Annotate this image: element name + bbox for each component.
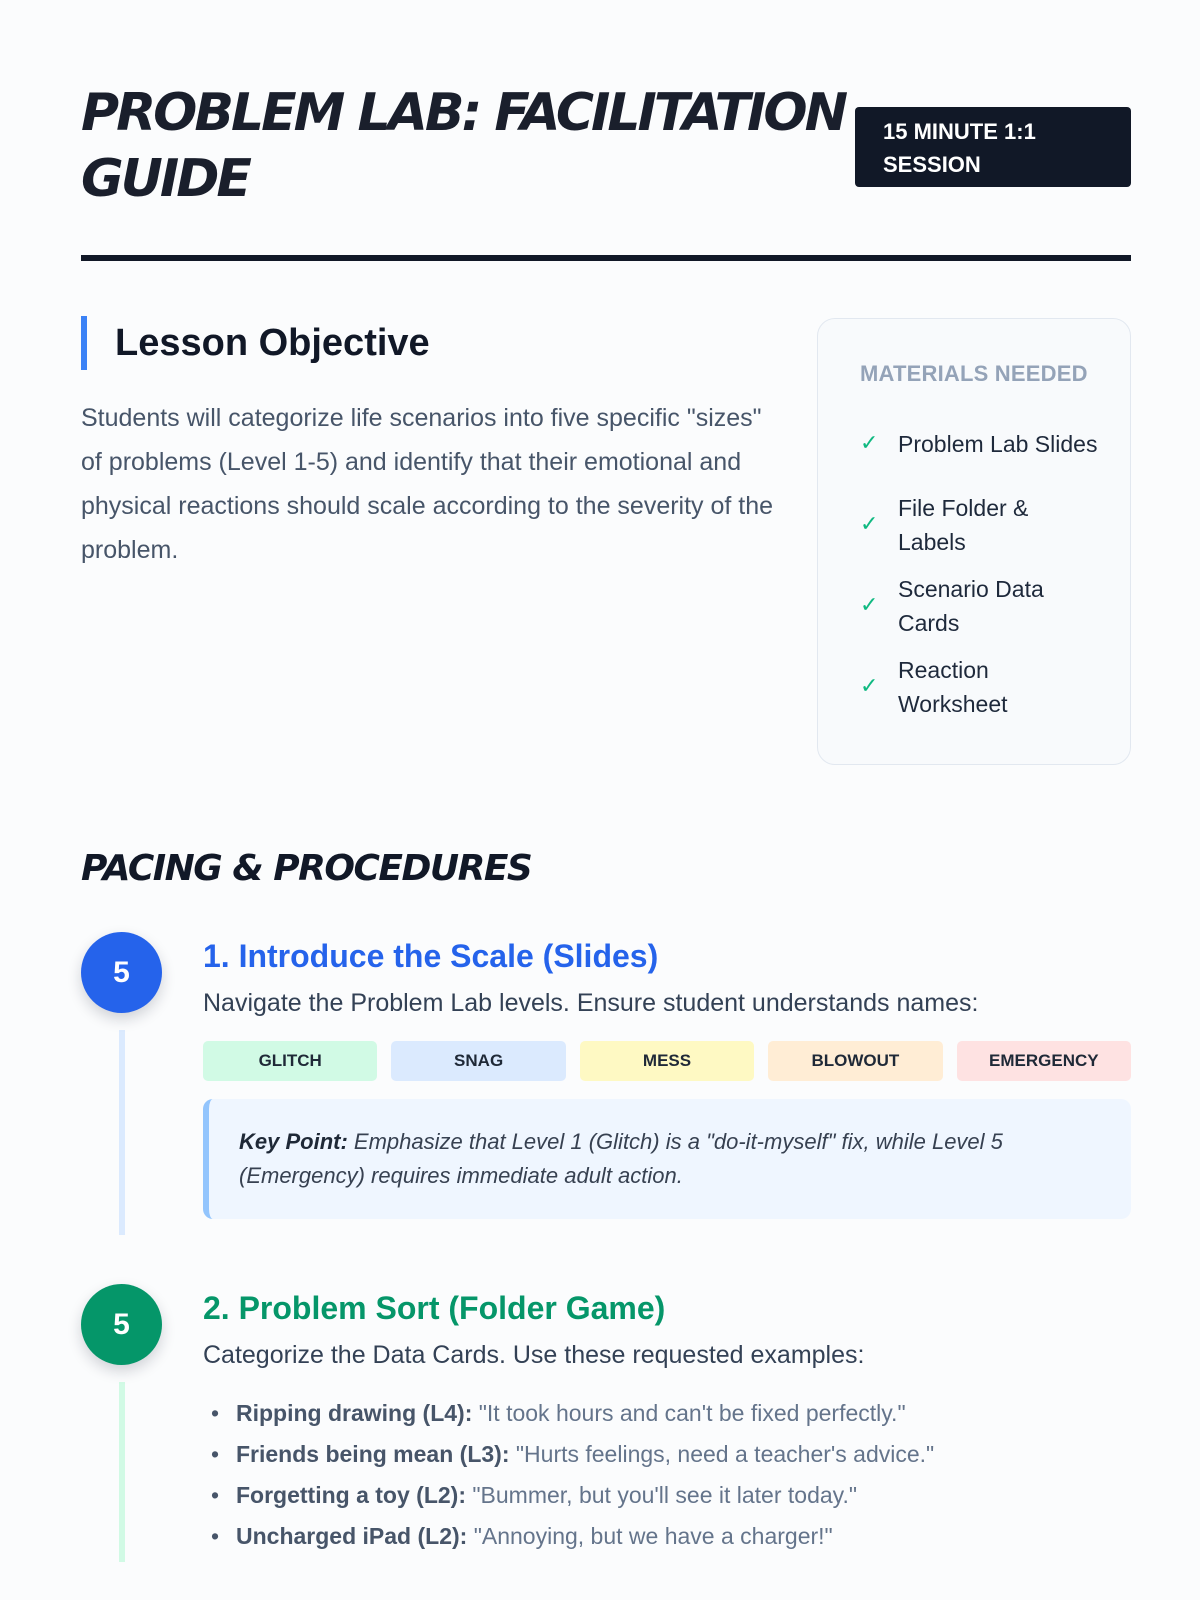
material-item xyxy=(860,484,1100,565)
list-item xyxy=(203,1434,934,1475)
step-2-text: Categorize the Data Cards. Use these requested examples: xyxy=(203,1341,865,1369)
level-chip-blowout: BLOWOUT xyxy=(768,1041,942,1081)
step-1-timeline xyxy=(119,1030,125,1235)
example-label: Friends being mean (L3): xyxy=(236,1441,510,1467)
objective-text: Students will categorize life scenarios into five specific "sizes" of problems (Level 1-5) and identify that their emotional and physical reactions should scale according to the severity of the problem. xyxy=(81,404,774,564)
material-label: Scenario Data Cards xyxy=(898,575,1044,636)
level-chip-glitch: GLITCH xyxy=(203,1041,377,1081)
example-label: Ripping drawing (L4): xyxy=(236,1400,473,1426)
list-item xyxy=(203,1475,934,1516)
material-label: Reaction Worksheet xyxy=(898,656,1008,717)
materials-card xyxy=(817,318,1131,765)
example-label: Forgetting a toy (L2): xyxy=(236,1482,466,1508)
example-quote: "It took hours and can't be fixed perfectly." xyxy=(478,1400,906,1426)
check-icon: ✓ xyxy=(860,674,879,699)
example-list xyxy=(203,1393,934,1557)
page-header xyxy=(81,80,1131,260)
step-1-text: Navigate the Problem Lab levels. Ensure student understands names: xyxy=(203,989,979,1017)
material-label: Problem Lab Slides xyxy=(898,430,1098,457)
example-quote: "Annoying, but we have a charger!" xyxy=(473,1523,833,1549)
list-item xyxy=(203,1393,934,1434)
material-label: File Folder & Labels xyxy=(898,494,1029,555)
step-1-title: 1. Introduce the Scale (Slides) xyxy=(203,938,659,974)
example-quote: "Hurts feelings, need a teacher's advice." xyxy=(515,1441,935,1467)
step-2-timeline xyxy=(119,1382,125,1562)
level-chip-emergency: EMERGENCY xyxy=(957,1041,1131,1081)
step-2 xyxy=(81,1284,1131,1574)
list-item xyxy=(203,1516,934,1557)
step-2-minutes-badge: 5 xyxy=(81,1284,162,1365)
key-point-callout xyxy=(203,1099,1131,1219)
check-icon: ✓ xyxy=(860,593,879,618)
session-badge: 15 MINUTE 1:1 SESSION xyxy=(855,107,1131,187)
level-chips xyxy=(203,1041,1131,1081)
header-divider xyxy=(81,255,1131,261)
material-item xyxy=(860,403,1100,484)
material-item xyxy=(860,646,1100,727)
key-point-text: Emphasize that Level 1 (Glitch) is a "do-it-myself" fix, while Level 5 (Emergency) requires immediate adult action. xyxy=(239,1129,1003,1188)
page-title: PROBLEM LAB: FACILITATION GUIDE xyxy=(81,83,846,209)
lesson-objective xyxy=(81,316,781,572)
check-icon: ✓ xyxy=(860,512,879,537)
level-chip-mess: MESS xyxy=(580,1041,754,1081)
step-2-title: 2. Problem Sort (Folder Game) xyxy=(203,1290,666,1326)
check-icon: ✓ xyxy=(860,431,879,456)
material-item xyxy=(860,565,1100,646)
level-chip-snag: SNAG xyxy=(391,1041,565,1081)
pacing-heading: PACING & PROCEDURES xyxy=(81,848,532,889)
example-label: Uncharged iPad (L2): xyxy=(236,1523,468,1549)
materials-title: MATERIALS NEEDED xyxy=(860,361,1088,386)
step-1 xyxy=(81,932,1131,1242)
example-quote: "Bummer, but you'll see it later today." xyxy=(472,1482,858,1508)
objective-heading: Lesson Objective xyxy=(81,316,781,370)
key-point-label: Key Point: xyxy=(239,1129,348,1154)
step-1-minutes-badge: 5 xyxy=(81,932,162,1013)
